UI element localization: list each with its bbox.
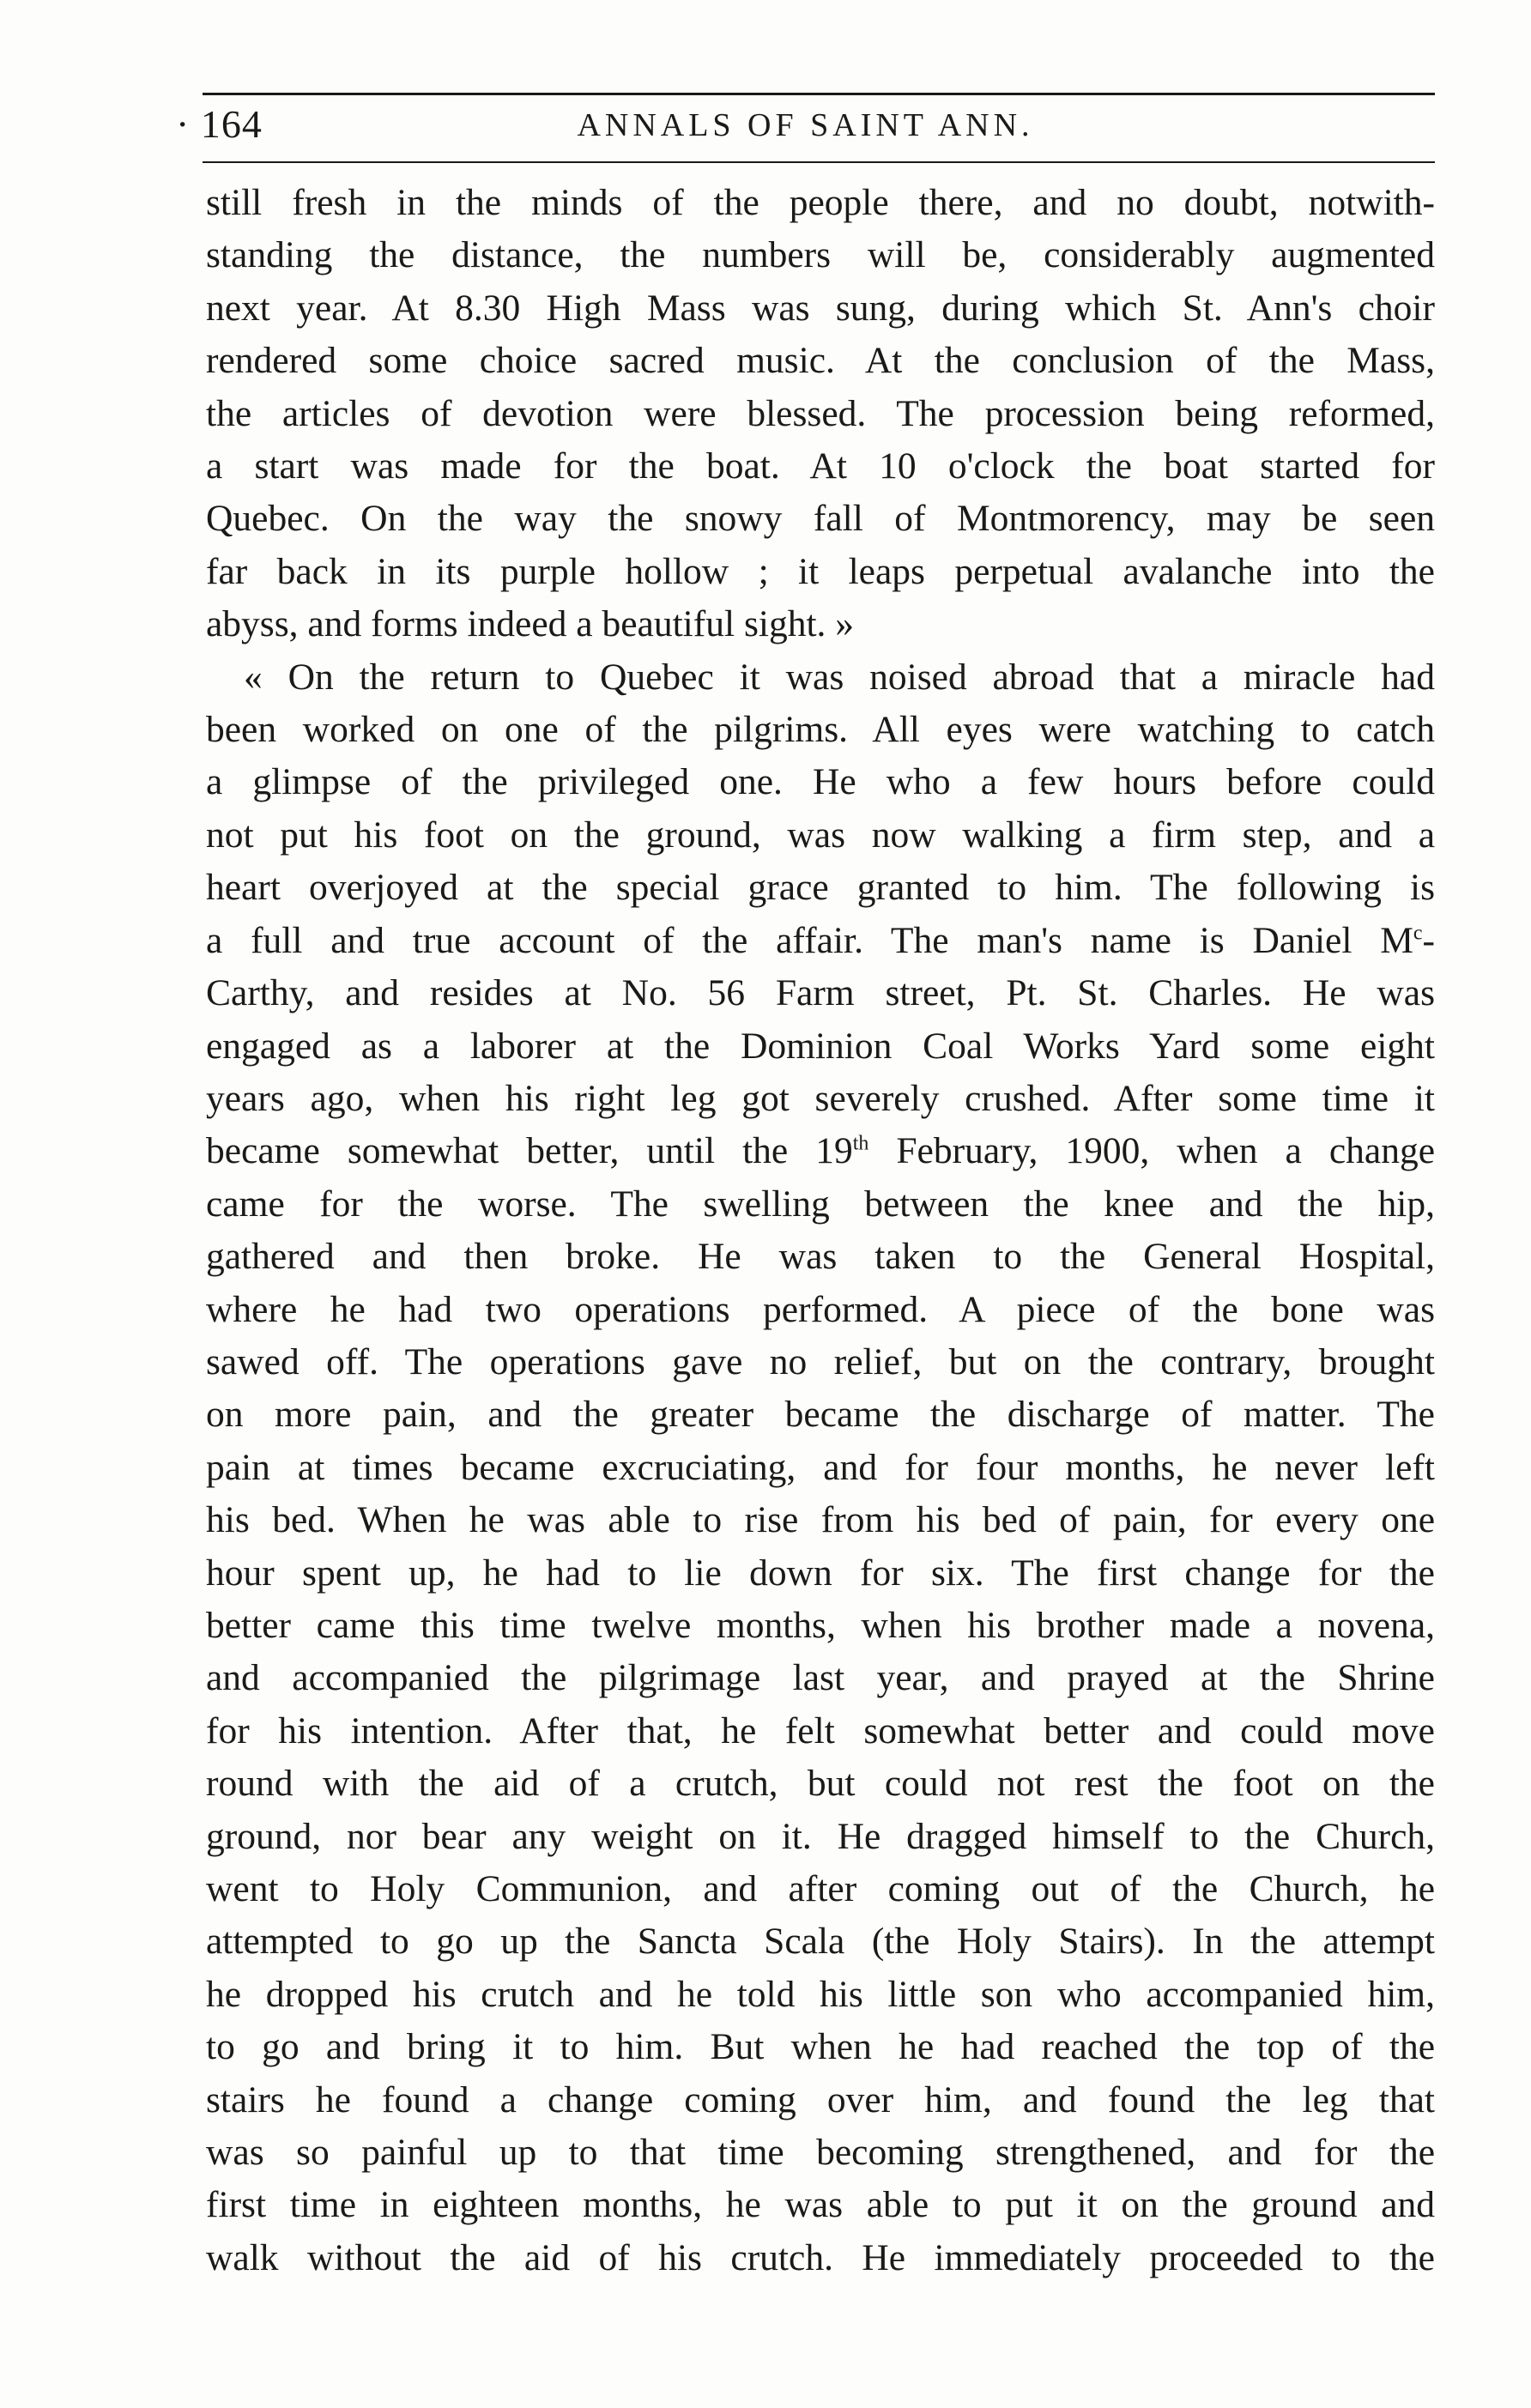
text-line: a start was made for the boat. At 10 o'clock the boat started for xyxy=(206,445,1435,487)
text-line: rendered some choice sacred music. At the conclusion of the Mass, xyxy=(206,340,1435,382)
text-segment: became somewhat better, until the 19 xyxy=(206,1130,853,1172)
text-line: attempted to go up the Sancta Scala (the Holy Stairs). In the attempt xyxy=(206,1921,1435,1963)
text-line: for his intention. After that, he felt somewhat better and could move xyxy=(206,1709,1435,1752)
text-line: where he had two operations performed. A piece of the bone was xyxy=(206,1288,1435,1330)
page-number: · 164 xyxy=(176,102,263,146)
text-line: his bed. When he was able to rise from his bed of pain, for every one xyxy=(206,1499,1435,1541)
text-line: went to Holy Communion, and after coming out of the Church, he xyxy=(206,1868,1435,1909)
text-line: came for the worse. The swelling between the knee and the hip, xyxy=(206,1183,1435,1225)
text-line: ground, nor bear any weight on it. He dragged himself to the Church, xyxy=(206,1815,1435,1857)
text-line: a glimpse of the privileged one. He who a few hours before could xyxy=(206,761,1435,803)
text-line: heart overjoyed at the special grace granted to him. The following is xyxy=(206,867,1435,909)
header-rule-bottom xyxy=(203,161,1435,163)
text-line: on more pain, and the greater became the discharge of matter. The xyxy=(206,1394,1435,1436)
page-header xyxy=(176,101,1435,153)
text-line: engaged as a laborer at the Dominion Coal Works Yard some eight xyxy=(206,1025,1435,1067)
text-segment: a full and true account of the affair. The man's name is Daniel M xyxy=(206,919,1413,961)
text-line: years ago, when his right leg got severely crushed. After some time it xyxy=(206,1077,1435,1119)
text-line: hour spent up, he had to lie down for six. The first change for the xyxy=(206,1552,1435,1594)
text-line: sawed off. The operations gave no relief, but on the contrary, brought xyxy=(206,1340,1435,1382)
text-line: still fresh in the minds of the people there, and no doubt, notwith- xyxy=(206,182,1435,223)
body-text xyxy=(206,177,1435,2284)
text-segment: - xyxy=(1422,919,1435,961)
text-line-mccarthy xyxy=(206,915,1435,967)
text-line-date xyxy=(206,1125,1435,1177)
text-line: far back in its purple hollow ; it leaps perpetual avalanche into the xyxy=(206,550,1435,592)
text-line: stairs he found a change coming over him, and found the leg that xyxy=(206,2078,1435,2121)
text-line: round with the aid of a crutch, but could not rest the foot on the xyxy=(206,1763,1435,1805)
text-line: was so painful up to that time becoming strengthened, and for the xyxy=(206,2132,1435,2174)
text-line: he dropped his crutch and he told his little son who accompanied him, xyxy=(206,1973,1435,2015)
text-line: first time in eighteen months, he was able to put it on the ground and xyxy=(206,2184,1435,2226)
text-line: Carthy, and resides at No. 56 Farm street, Pt. St. Charles. He was xyxy=(206,972,1435,1014)
text-line: gathered and then broke. He was taken to the General Hospital, xyxy=(206,1236,1435,1278)
text-line: and accompanied the pilgrimage last year, and prayed at the Shrine xyxy=(206,1657,1435,1699)
text-line: walk without the aid of his crutch. He immediately proceeded to the xyxy=(206,2236,1435,2278)
running-title: ANNALS OF SAINT ANN. xyxy=(577,107,1034,143)
text-line: to go and bring it to him. But when he had reached the top of the xyxy=(206,2026,1435,2068)
header-rule-top xyxy=(203,93,1435,95)
superscript: c xyxy=(1413,922,1423,945)
text-line: the articles of devotion were blessed. The procession being reformed, xyxy=(206,392,1435,434)
text-line: pain at times became excruciating, and for four months, he never left xyxy=(206,1446,1435,1488)
paragraph-start: « On the return to Quebec it was noised abroad that a miracle had xyxy=(244,656,1435,698)
superscript: th xyxy=(852,1132,869,1155)
text-line: Quebec. On the way the snowy fall of Montmorency, may be seen xyxy=(206,498,1435,540)
text-line: next year. At 8.30 High Mass was sung, during which St. Ann's choir xyxy=(206,287,1435,329)
text-line: been worked on one of the pilgrims. All eyes were watching to catch xyxy=(206,709,1435,751)
text-line: abyss, and forms indeed a beautiful sight. » xyxy=(206,603,855,645)
text-line: standing the distance, the numbers will be, considerably augmented xyxy=(206,234,1435,276)
text-line: better came this time twelve months, when his brother made a novena, xyxy=(206,1604,1435,1646)
text-segment: February, 1900, when a change xyxy=(868,1130,1436,1172)
text-line: not put his foot on the ground, was now walking a firm step, and a xyxy=(206,814,1435,856)
